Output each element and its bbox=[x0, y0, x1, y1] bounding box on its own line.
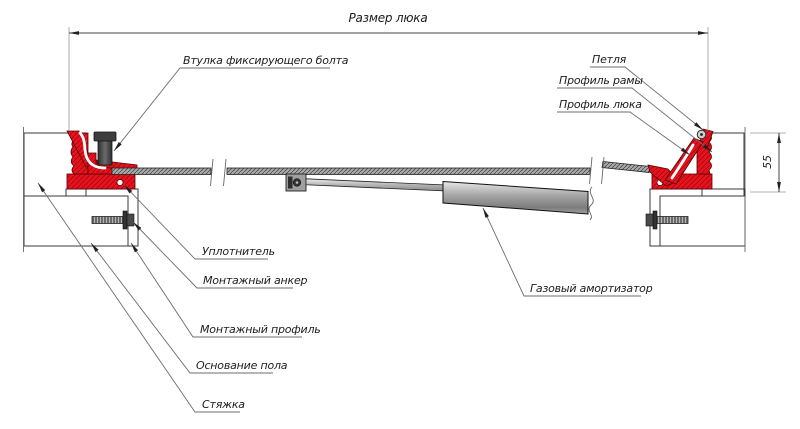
label-mounting-profile: Монтажный профиль bbox=[200, 323, 321, 336]
hinge bbox=[697, 130, 706, 139]
label-hatch-profile: Профиль люка bbox=[559, 98, 642, 111]
frame-height-dimension-text: 55 bbox=[761, 155, 774, 169]
label-bolt-sleeve: Втулка фиксирующего болта bbox=[183, 54, 349, 67]
label-floor-base: Основание пола bbox=[196, 359, 288, 372]
label-seal: Уплотнитель bbox=[202, 245, 275, 258]
label-gas-strut: Газовый амортизатор bbox=[530, 282, 653, 295]
label-mounting-anchor: Монтажный анкер bbox=[203, 274, 308, 287]
label-frame-profile: Профиль рамы bbox=[559, 74, 643, 87]
hatch-size-dimension-text: Размер люка bbox=[348, 11, 428, 25]
label-screed: Стяжка bbox=[202, 398, 245, 411]
label-hinge: Петля bbox=[592, 53, 627, 66]
seal-gasket-left bbox=[117, 180, 123, 186]
